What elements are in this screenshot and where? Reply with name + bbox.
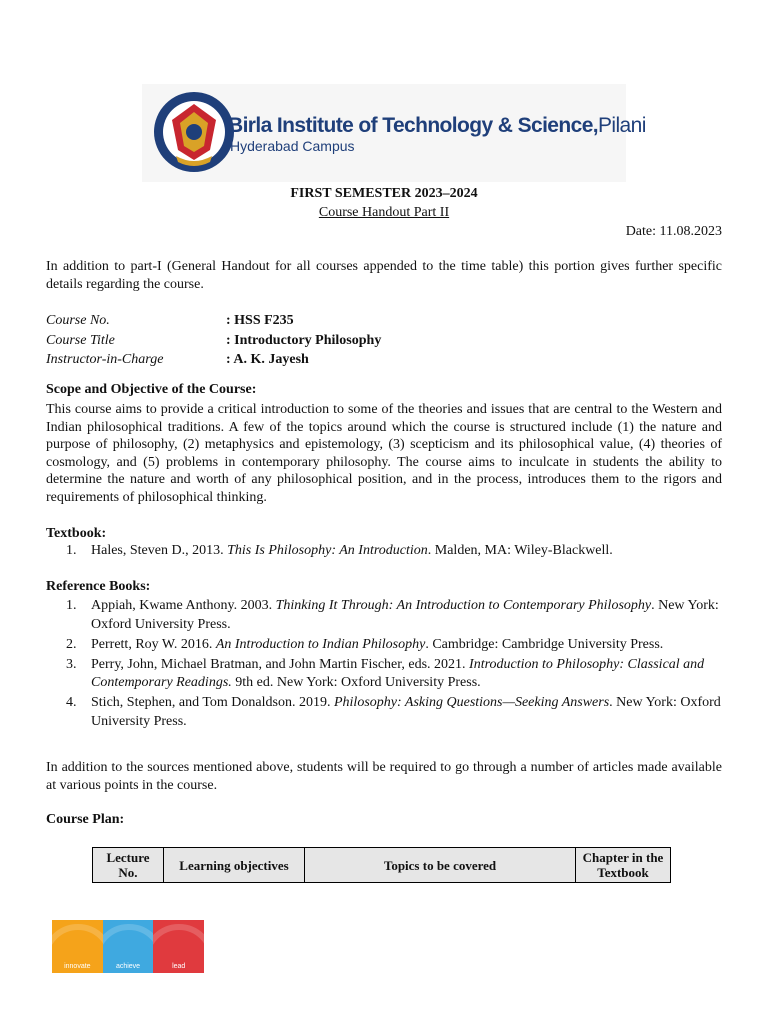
col-learning-objectives: Learning objectives: [164, 848, 305, 883]
additional-paragraph: In addition to the sources mentioned above, students will be required to go through a number of articles made available at various points in the course.: [46, 760, 722, 793]
list-item: [66, 597, 726, 634]
course-no-row: [46, 311, 381, 331]
list-text: Perry, John, Michael Bratman, and John Martin Fischer, eds. 2021. Introduction to Philosophy: Classical and Contemporary Readings. 9th ed. New York: Oxford University Press.: [91, 656, 705, 690]
footer-brand: [52, 920, 204, 973]
brand-word: innovate: [64, 963, 91, 970]
instructor-row: [46, 350, 381, 370]
course-info: [46, 311, 381, 370]
brand-word: lead: [172, 963, 186, 970]
institute-title: Birla Institute of Technology & Science,: [228, 114, 599, 137]
handout-subtitle: Course Handout Part II: [318, 205, 450, 220]
brand-lead: [153, 920, 204, 973]
brand-innovate: [52, 920, 103, 973]
institute-name: [228, 114, 646, 138]
intro-paragraph: In addition to part-I (General Handout for all courses appended to the time table) this portion gives further specific details regarding the course.: [46, 259, 722, 292]
list-text: Stich, Stephen, and Tom Donaldson. 2019. Philosophy: Asking Questions—Seeking Answers. New York: Oxford University Press.: [91, 695, 721, 729]
col-topics: Topics to be covered: [305, 848, 576, 883]
brand-achieve: [103, 920, 154, 973]
course-title-row: [46, 331, 381, 351]
institute-campus: Hyderabad Campus: [230, 138, 355, 154]
institute-logo: [142, 84, 646, 182]
semester-title: FIRST SEMESTER 2023–2024: [290, 186, 478, 201]
reference-heading: Reference Books:: [46, 579, 151, 594]
course-no-value: : HSS F235: [226, 313, 294, 328]
brand-word: achieve: [115, 963, 141, 970]
course-no-label: Course No.: [46, 313, 110, 328]
textbook-list: [66, 542, 726, 562]
course-plan-table: [92, 847, 671, 883]
handout-date: Date: 11.08.2023: [625, 224, 722, 239]
table-header-row: [93, 848, 671, 883]
book-title: An Introduction to Indian Philosophy: [215, 636, 426, 652]
course-plan-heading: Course Plan:: [46, 812, 125, 827]
scope-heading: Scope and Objective of the Course:: [46, 382, 257, 397]
institute-location: Pilani: [598, 114, 646, 137]
list-item: [66, 636, 726, 655]
list-number: 1.: [66, 543, 77, 558]
book-title: Philosophy: Asking Questions—Seeking Answers: [333, 695, 610, 710]
book-title: Thinking It Through: An Introduction to Contemporary Philosophy: [275, 598, 652, 613]
institute-seal-icon: [152, 90, 236, 174]
col-lecture-no: Lecture No.: [93, 848, 164, 883]
list-number: 4.: [66, 695, 77, 710]
list-number: 1.: [66, 598, 77, 613]
book-title: This Is Philosophy: An Introduction: [227, 543, 428, 558]
scope-paragraph: This course aims to provide a critical introduction to some of the theories and issues that are central to the Western and Indian philosophical traditions. A few of the topics around which the course is structured include (1) the nature and purpose of philosophy, (2) metaphysics and epistemology, (3) scepticism and its philosophical value, (4) theories of cosmology, and (5) problems in contemporary philosophy. The course aims to inculcate in students the ability to determine the nature and worth of any philosophical position, and in the process, introduces them to the rigors and requirements of philosophical thinking.: [46, 402, 722, 505]
list-number: 3.: [66, 656, 77, 672]
list-item: [66, 694, 726, 731]
textbook-heading: Textbook:: [46, 526, 107, 541]
course-title-label: Course Title: [46, 332, 115, 348]
book-title: Introduction to Philosophy: Classical and Contemporary Readings.: [91, 656, 705, 690]
list-item: [66, 542, 726, 561]
reference-list: [66, 597, 726, 733]
list-text: Appiah, Kwame Anthony. 2003. Thinking It Through: An Introduction to Contemporary Philosophy. New York: Oxford University Press.: [91, 598, 719, 632]
col-chapter: Chapter in the Textbook: [576, 848, 671, 883]
list-text: Hales, Steven D., 2013. This Is Philosophy: An Introduction. Malden, MA: Wiley-Blackwell.: [91, 543, 613, 558]
list-item: [66, 656, 726, 693]
list-number: 2.: [66, 636, 77, 652]
instructor-value: : A. K. Jayesh: [226, 352, 309, 367]
instructor-label: Instructor-in-Charge: [46, 352, 164, 367]
course-title-value: : Introductory Philosophy: [226, 332, 382, 348]
list-text: Perrett, Roy W. 2016. An Introduction to Indian Philosophy. Cambridge: Cambridge University Press.: [91, 636, 664, 652]
